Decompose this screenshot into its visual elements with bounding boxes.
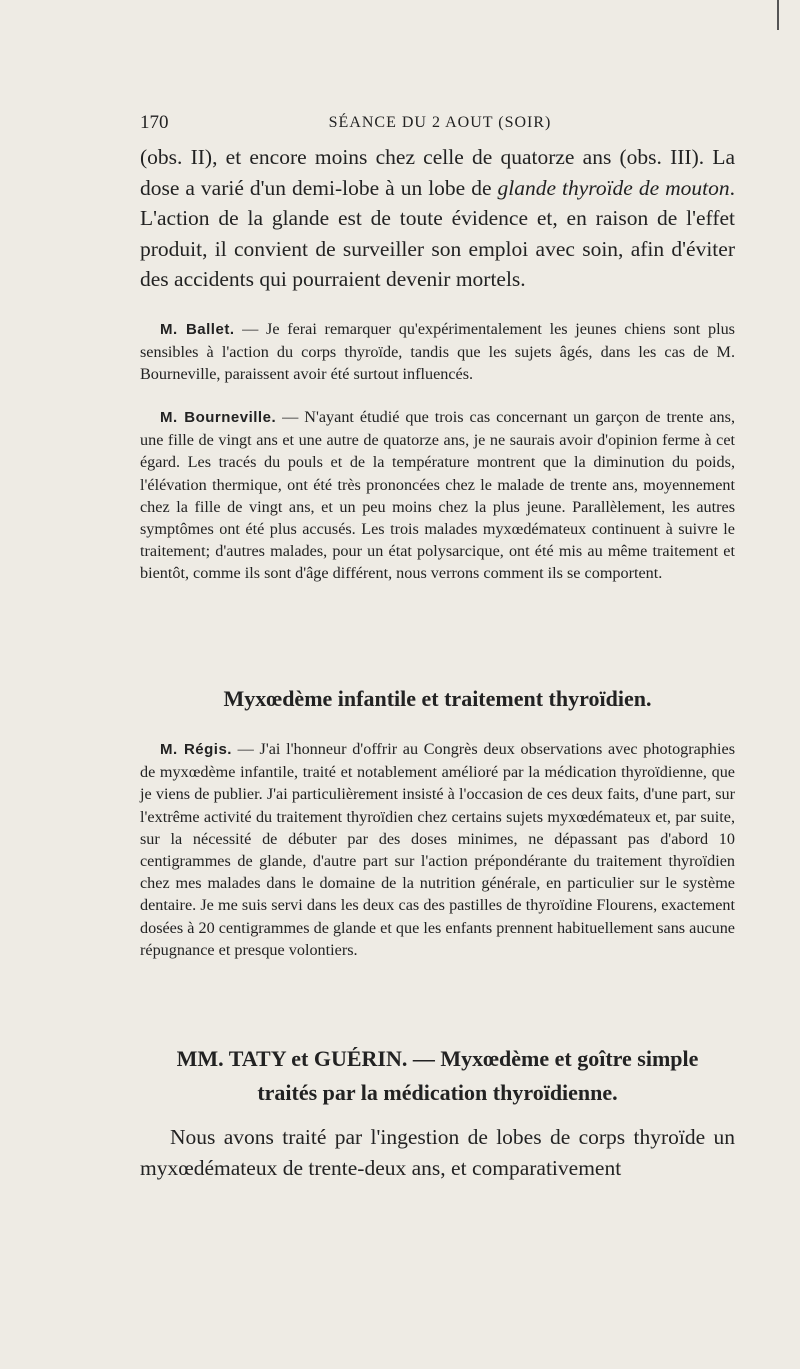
opening-paragraph [140, 142, 735, 295]
speaker-name: M. Régis. [160, 741, 232, 758]
remark-text: — N'ayant étudié que trois cas concernant un garçon de trente ans, une fille de vingt ans et une autre de quatorze ans, je ne saurais avoir d'opinion ferme à cet égard. Les tracés du pouls et de la température montrent que la diminution du poids, l'élévation thermique, ont été très prononcées chez le malade de trente ans, moyennement chez la fille de vingt ans, et un peu moins chez la plus jeune. Parallèlement, les autres symptômes ont été plus accusés. Les trois malades myxœdémateux continuent à suivre le traitement; d'autres malades, pour un état polysarcique, ont été mis au même traitement et bientôt, comme ils sont d'âge différent, nous verrons comment ils se comportent. [140, 408, 735, 583]
closing-paragraph [140, 1122, 735, 1183]
remark-text: — Je ferai remarquer qu'expérimentalement les jeunes chiens sont plus sensibles à l'action du corps thyroïde, tandis que les sujets âgés, dans les cas de M. Bourneville, paraissent avoir été surtout influencés. [140, 320, 735, 384]
remark-text: — J'ai l'honneur d'offrir au Congrès deux observations avec photographies de myxœdème infantile, traité et notablement amélioré par la médication thyroïdienne, que je viens de publier. J'ai particulièrement insisté à l'occasion de ces deux faits, d'une part, sur l'extrême activité du traitement thyroïdien chez certains sujets myxœdémateux et, par suite, sur la nécessité de débuter par des doses minimes, ne dépassant pas d'abord 10 centigrammes de glande, d'autre part sur l'action prépondérante du traitement thyroïdien chez mes malades dans le domaine de la nutrition générale, en particulier sur le système dentaire. Je me suis servi dans les deux cas des pastilles de thyroïdine Flourens, exactement dosées à 20 centigrammes de glande et que les enfants prennent habituellement sans aucune répugnance et presque volontiers. [140, 740, 735, 959]
closing-text: Nous avons traité par l'ingestion de lobes de corps thyroïde un myxœdémateux de trente-deux ans, et comparativement [140, 1125, 735, 1180]
speaker-name: M. Ballet. [160, 321, 235, 338]
margin-mark [777, 0, 779, 30]
heading-line-1: MM. TATY et GUÉRIN. — Myxœdème et goître simple [176, 1046, 699, 1071]
opening-text-1: (obs. II), et encore moins chez celle de quatorze ans (obs. III). La dose a varié d'un demi-lobe à un lobe de [140, 145, 735, 200]
speaker-name: M. Bourneville. [160, 409, 277, 426]
running-head [140, 112, 740, 136]
regis-remark [140, 738, 735, 961]
communication-heading [140, 1042, 735, 1110]
section-heading: Myxœdème infantile et traitement thyroïdien. [223, 686, 652, 711]
opening-text-2: . L'action de la glande est de toute évidence et, en raison de l'effet produit, il convient de surveiller son emploi avec soin, afin d'éviter des accidents qui pourraient devenir mortels. [140, 175, 735, 292]
heading-line-2: traités par la médication thyroïdienne. [257, 1080, 618, 1105]
opening-italic: glande thyroïde de mouton [497, 175, 730, 200]
bourneville-remark [140, 406, 735, 585]
running-title: SÉANCE DU 2 AOUT (SOIR) [328, 114, 552, 131]
page-number: 170 [140, 112, 169, 133]
ballet-remark [140, 318, 735, 386]
